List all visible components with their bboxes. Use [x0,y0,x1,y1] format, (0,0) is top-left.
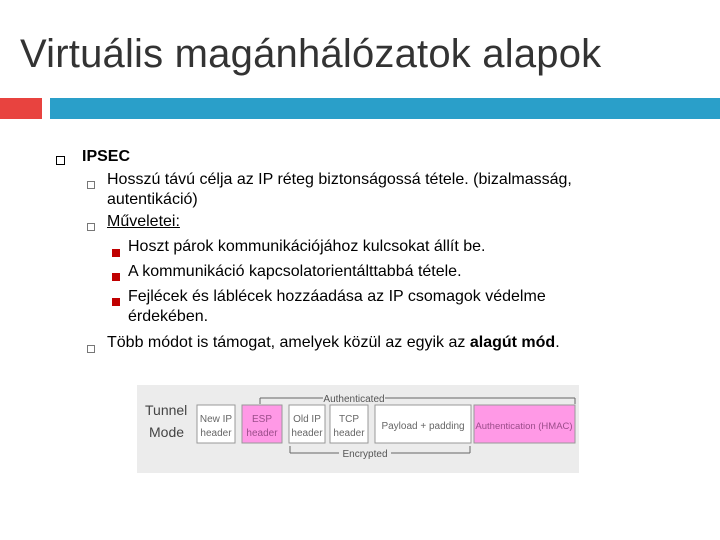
bullet-l2-marker [87,176,95,194]
bullet-goal: Hosszú távú célja az IP réteg biztonságossá tétele. (bizalmasság, [107,171,572,188]
mode-label-line2: Mode [149,424,185,440]
cell-old-ip-l2: header [291,428,323,439]
tunnel-mode-diagram [137,385,579,473]
op-item: Fejlécek és láblécek hozzáadása az IP csomagok védelme [128,288,546,305]
cell-payload [375,405,471,443]
cell-tcp-l1: TCP [339,414,359,425]
bullet-ipsec: IPSEC [82,148,131,165]
op-item: Hoszt párok kommunikációjához kulcsokat állít be. [128,238,486,255]
cell-payload-label: Payload + padding [381,421,465,432]
bullet-l3-marker [112,244,120,262]
op-item: A kommunikáció kapcsolatorientálttabbá tétele. [128,263,462,280]
cell-old-ip [289,405,325,443]
op-item-cont: érdekében. [128,308,209,325]
modes-text: Több módot is támogat, amelyek közül az egyik az [107,334,470,351]
mode-label-line1: Tunnel [145,402,188,418]
cell-auth-hmac-label: Authentication (HMAC) [475,421,573,432]
tunnel-mode-text: alagút mód [469,334,556,351]
bullet-l3-marker [112,293,120,311]
bullet-l2-marker [87,218,95,236]
cell-new-ip [197,405,235,443]
cell-auth-hmac [474,405,575,443]
tunnel-mode-svg [137,385,579,473]
cell-tcp-l2: header [333,428,365,439]
bullet-modes [107,334,560,352]
bullet-l3-marker [112,268,120,286]
cell-tcp [330,405,368,443]
cell-esp-l2: header [246,428,278,439]
cell-new-ip-l2: header [200,428,232,439]
slide-title: Virtuális magánhálózatok alapok [20,32,602,76]
cell-new-ip-l1: New IP [199,414,233,425]
bullet-operations: Műveletei: [107,213,180,230]
cell-old-ip-l1: Old IP [293,414,321,425]
modes-period: . [555,334,560,351]
cell-esp [242,405,282,443]
bullet-l2-marker [87,340,95,358]
authenticated-label: Authenticated [323,394,385,405]
bullet-l1-marker [56,152,65,170]
encrypted-label: Encrypted [342,449,388,460]
cell-esp-l1: ESP [251,414,273,425]
bullet-goal-cont: autentikáció) [107,191,198,208]
